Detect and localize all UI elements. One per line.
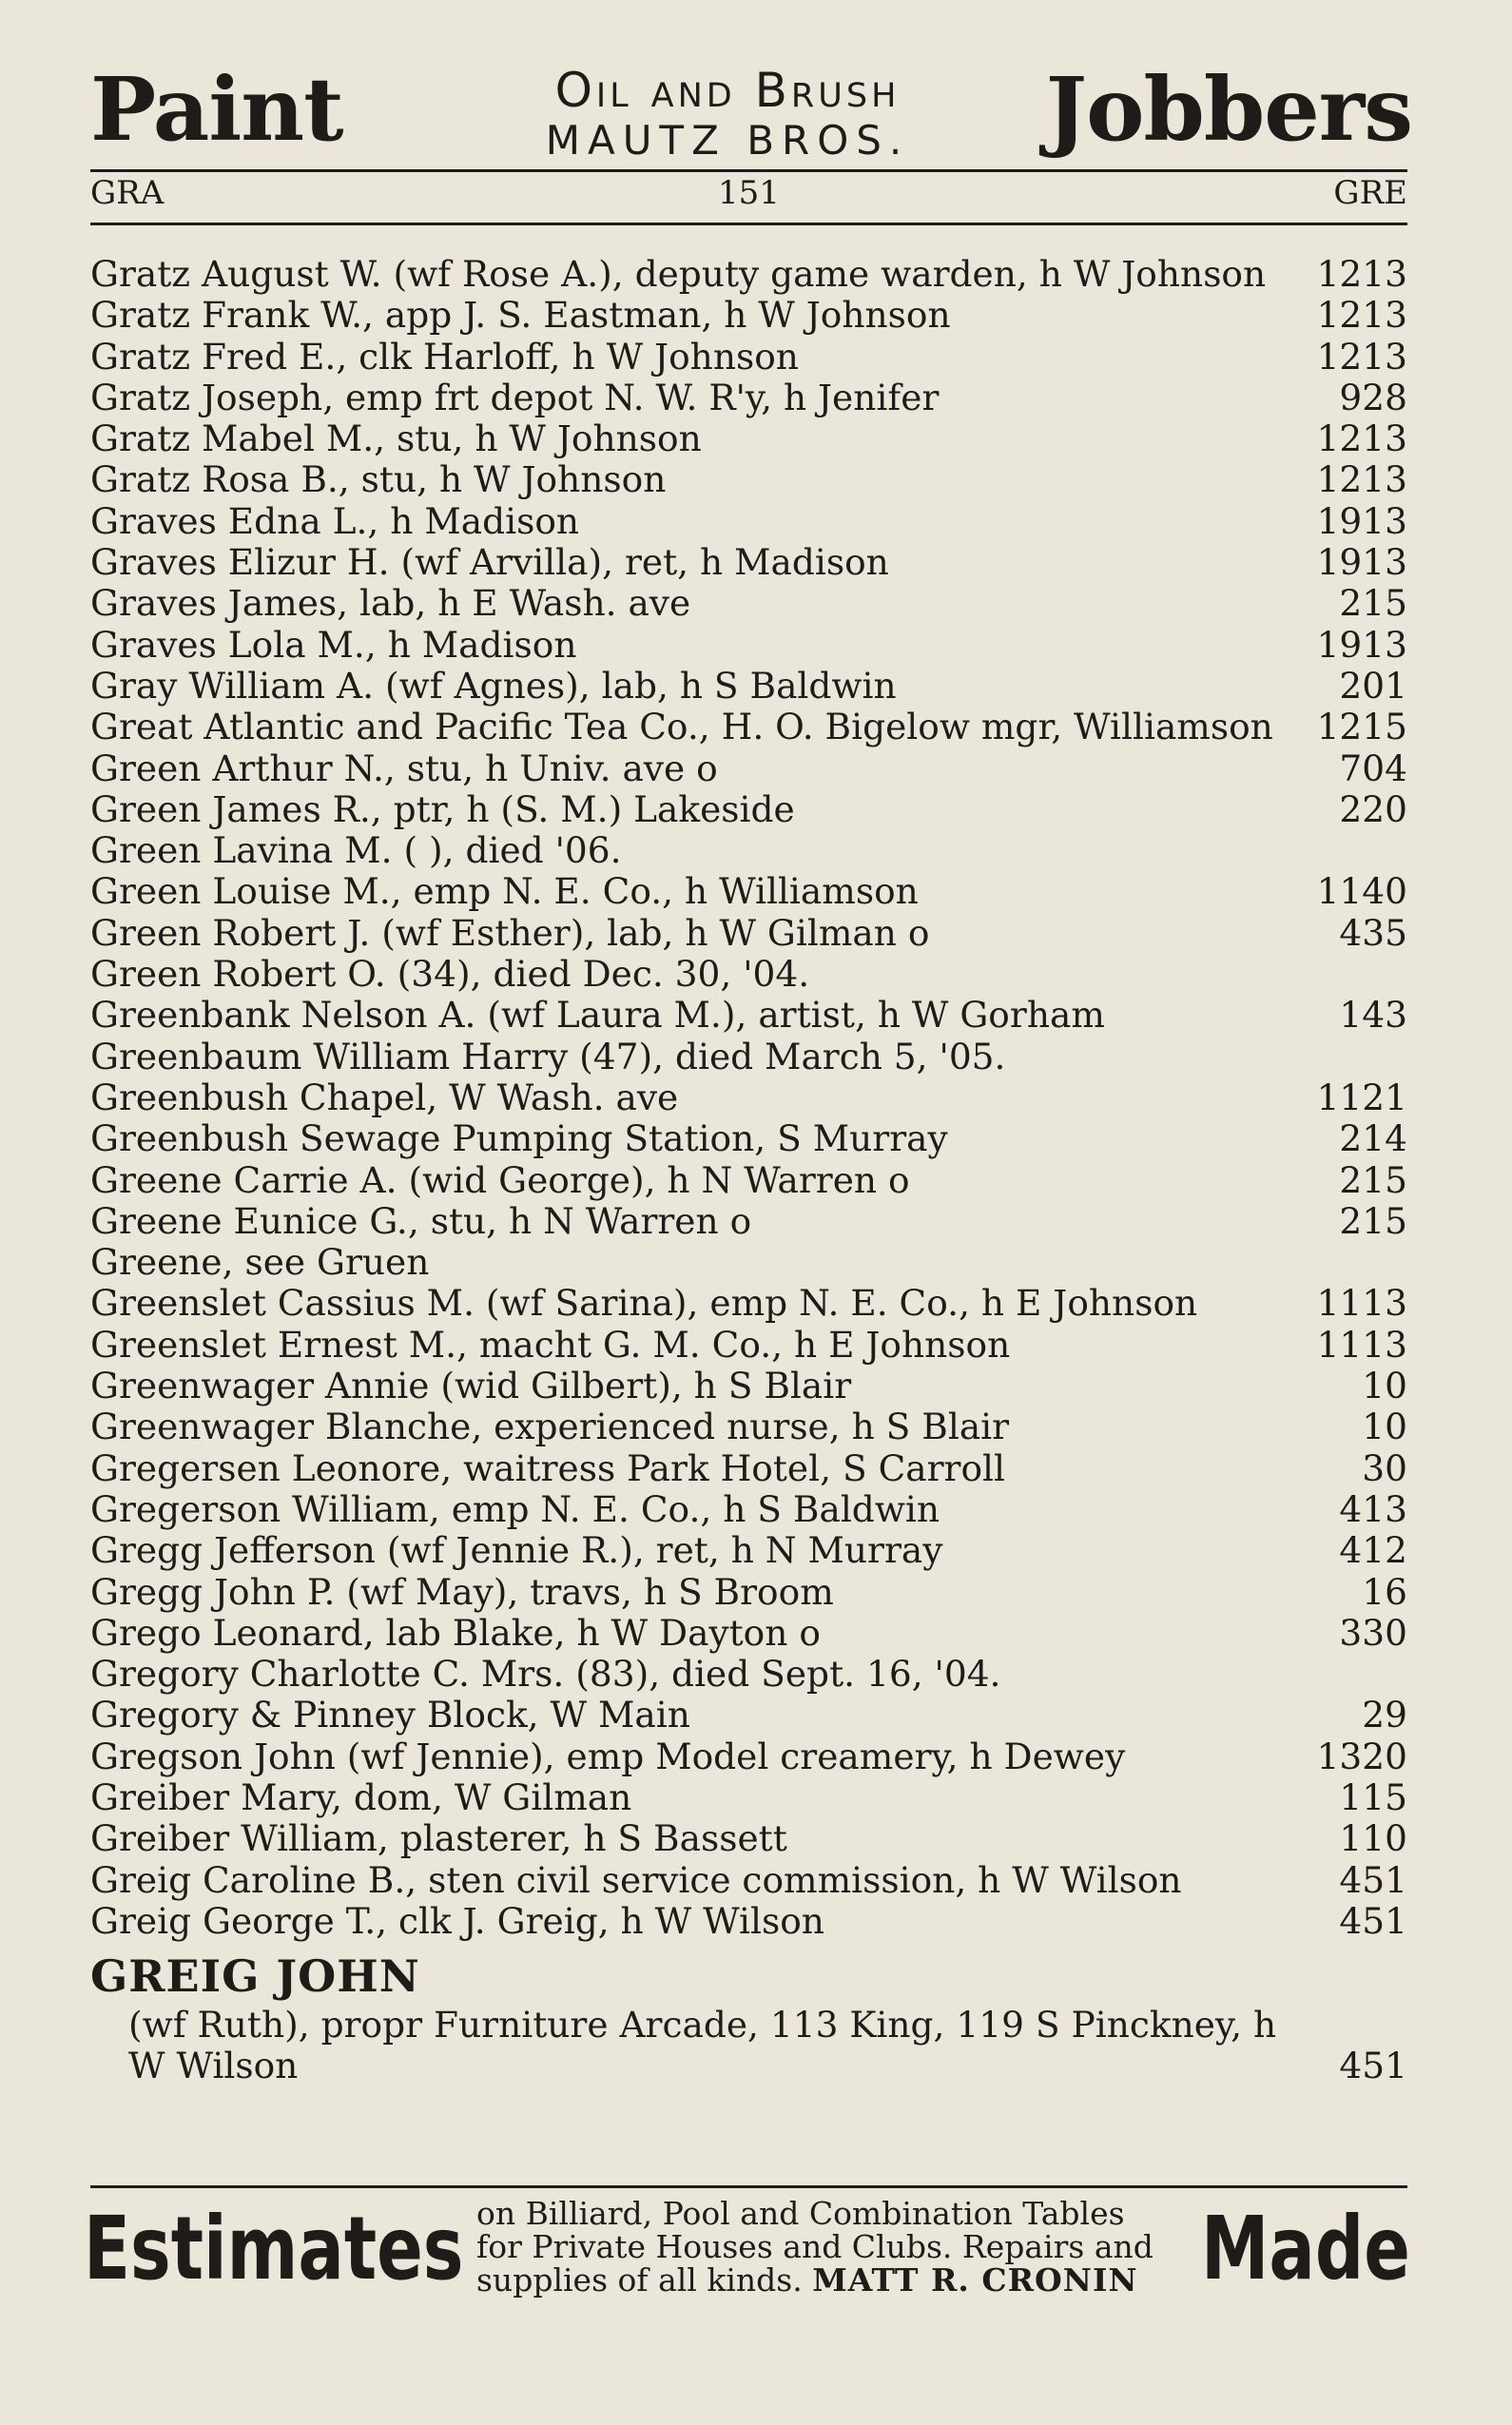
- entry-number: 451: [1339, 1858, 1407, 1901]
- running-header: [90, 174, 1407, 212]
- guide-word-left: GRA: [90, 174, 165, 212]
- list-item: [90, 1736, 1407, 1777]
- entry-number: 1121: [1316, 1076, 1407, 1118]
- list-item: [90, 1366, 1407, 1406]
- list-item: [90, 1777, 1407, 1818]
- list-item: [90, 1818, 1407, 1859]
- entry-text: Greiber Mary, dom, W Gilman: [90, 1775, 632, 1818]
- entry-number: 451: [1339, 1899, 1407, 1942]
- list-item: [90, 871, 1407, 912]
- entry-text: Grego Leonard, lab Blake, h W Dayton o: [90, 1611, 821, 1654]
- entry-text: Green Louise M., emp N. E. Co., h Williamson: [90, 870, 919, 913]
- list-item: [90, 418, 1407, 459]
- entry-text: Greene, see Gruen: [90, 1241, 430, 1284]
- entry-number: 1140: [1316, 870, 1407, 913]
- entry-number: 1113: [1316, 1323, 1407, 1366]
- entry-number: 220: [1339, 787, 1407, 830]
- entry-text: Gratz Mabel M., stu, h W Johnson: [90, 417, 702, 460]
- entry-text: Green Lavina M. ( ), died '06.: [90, 829, 622, 872]
- list-item: [90, 1489, 1407, 1530]
- entry-text: Greenslet Cassius M. (wf Sarina), emp N. E. Co., h E Johnson: [90, 1282, 1198, 1325]
- ad-oil-and-brush: Oil and Brush: [554, 63, 901, 118]
- list-item: [90, 1448, 1407, 1489]
- list-item: [90, 1654, 1407, 1695]
- entry-number: 215: [1339, 1158, 1407, 1201]
- list-item: [90, 1530, 1407, 1571]
- list-item: [90, 1406, 1407, 1447]
- ad-line-3-prefix: supplies of all kinds.: [476, 2261, 803, 2299]
- ad-line-1: on Billiard, Pool and Combination Tables: [476, 2195, 1125, 2232]
- list-item: [90, 1118, 1407, 1159]
- entry-number: 201: [1339, 664, 1407, 707]
- ad-word-made: Made: [1201, 2198, 1410, 2299]
- entry-text: Graves Lola M., h Madison: [90, 623, 577, 666]
- list-item: [90, 337, 1407, 378]
- list-item: [90, 789, 1407, 830]
- entry-text: Greenwager Annie (wid Gilbert), h S Blair: [90, 1365, 852, 1407]
- entry-text: Gregory & Pinney Block, W Main: [90, 1694, 690, 1736]
- entry-text: Greig Caroline B., sten civil service commission, h W Wilson: [90, 1858, 1182, 1901]
- entry-text: Gregg John P. (wf May), travs, h S Broom: [90, 1570, 834, 1613]
- list-item: [90, 748, 1407, 789]
- entry-text: Gratz Joseph, emp frt depot N. W. R'y, h Jenifer: [90, 376, 940, 418]
- entry-number: 10: [1362, 1365, 1407, 1407]
- entry-text: Greiber William, plasterer, h S Bassett: [90, 1817, 787, 1860]
- feature-entry-text: (wf Ruth), propr Furniture Arcade, 113 King, 119 S Pinckney, h W Wilson: [128, 2004, 1277, 2087]
- entry-text: Gregson John (wf Jennie), emp Model creamery, h Dewey: [90, 1735, 1126, 1777]
- entry-text: Greene Eunice G., stu, h N Warren o: [90, 1199, 752, 1242]
- list-item: [90, 625, 1407, 666]
- entry-number: 143: [1339, 994, 1407, 1037]
- entry-text: Green James R., ptr, h (S. M.) Lakeside: [90, 787, 795, 830]
- list-item: [90, 1860, 1407, 1901]
- list-item: [90, 378, 1407, 418]
- list-item: [90, 954, 1407, 995]
- entry-text: Gratz August W. (wf Rose A.), deputy game warden, h W Johnson: [90, 253, 1267, 295]
- entry-text: Green Robert J. (wf Esther), lab, h W Gilman o: [90, 911, 930, 954]
- list-item: [90, 1325, 1407, 1366]
- list-item: [90, 501, 1407, 542]
- list-item: [90, 1242, 1407, 1283]
- entry-number: 1113: [1316, 1282, 1407, 1325]
- entry-text: Gratz Frank W., app J. S. Eastman, h W Johnson: [90, 294, 951, 337]
- list-item: [90, 295, 1407, 336]
- entry-text: Gregerson William, emp N. E. Co., h S Baldwin: [90, 1487, 940, 1530]
- list-item: [90, 1901, 1407, 1942]
- entry-text: Greenbank Nelson A. (wf Laura M.), artist, h W Gorham: [90, 994, 1105, 1037]
- list-item: [90, 995, 1407, 1036]
- page-number: 151: [718, 174, 780, 212]
- entry-text: Great Atlantic and Pacific Tea Co., H. O. Bigelow mgr, Williamson: [90, 706, 1273, 748]
- entry-text: Greig George T., clk J. Greig, h W Wilson: [90, 1899, 824, 1942]
- list-item: [90, 583, 1407, 624]
- entry-text: Gratz Fred E., clk Harloff, h W Johnson: [90, 335, 799, 378]
- entry-number: 1913: [1316, 623, 1407, 666]
- feature-entry-name: GREIG JOHN: [90, 1950, 420, 2003]
- ad-line-2: for Private Houses and Clubs. Repairs and: [476, 2228, 1153, 2265]
- entry-number: 10: [1362, 1406, 1407, 1448]
- entry-text: Greene Carrie A. (wid George), h N Warren o: [90, 1158, 910, 1201]
- entry-text: Green Arthur N., stu, h Univ. ave o: [90, 747, 718, 789]
- list-item: [90, 1572, 1407, 1613]
- entry-text: Gregersen Leonore, waitress Park Hotel, S Carroll: [90, 1446, 1006, 1489]
- list-item: [90, 1613, 1407, 1654]
- entry-number: 704: [1339, 747, 1407, 789]
- list-item: [90, 666, 1407, 707]
- entry-number: 1213: [1316, 294, 1407, 337]
- ad-word-paint: Paint: [90, 58, 343, 161]
- entry-text: Greenslet Ernest M., macht G. M. Co., h E Johnson: [90, 1323, 1011, 1366]
- entry-number: 412: [1339, 1529, 1407, 1572]
- directory-listing: [90, 254, 1407, 2087]
- list-item: [90, 459, 1407, 500]
- entry-number: 1913: [1316, 499, 1407, 542]
- list-item: [90, 830, 1407, 871]
- entry-text: Gregory Charlotte C. Mrs. (83), died Sept. 16, '04.: [90, 1653, 1001, 1696]
- entry-number: 115: [1339, 1775, 1407, 1818]
- list-item: [90, 707, 1407, 747]
- entry-number: 1213: [1316, 458, 1407, 501]
- list-item: [90, 913, 1407, 954]
- entry-text: Greenbaum William Harry (47), died March 5, '05.: [90, 1035, 1006, 1077]
- ad-mautz-bros: MAUTZ BROS.: [545, 117, 910, 164]
- list-item: [90, 542, 1407, 583]
- entry-number: 30: [1362, 1446, 1407, 1489]
- entry-text: Graves Elizur H. (wf Arvilla), ret, h Madison: [90, 541, 889, 584]
- entry-number: 1213: [1316, 253, 1407, 295]
- entry-number: 1320: [1316, 1735, 1407, 1777]
- header-rule-top: [90, 169, 1407, 172]
- ad-advertiser-name: MATT R. CRONIN: [812, 2261, 1138, 2299]
- feature-entry-number: 451: [1339, 2045, 1407, 2087]
- entry-number: 330: [1339, 1611, 1407, 1654]
- footer-rule: [90, 2185, 1407, 2188]
- ad-line-3: [476, 2263, 1266, 2297]
- list-item: [90, 254, 1407, 295]
- entry-text: Gregg Jefferson (wf Jennie R.), ret, h N Murray: [90, 1529, 943, 1572]
- entry-text: Graves Edna L., h Madison: [90, 499, 580, 542]
- entry-number: 1215: [1316, 706, 1407, 748]
- entry-text: Gray William A. (wf Agnes), lab, h S Baldwin: [90, 664, 897, 707]
- list-item: [90, 1283, 1407, 1324]
- bottom-advertisement: [84, 2197, 1410, 2301]
- top-advertisement: [90, 52, 1412, 176]
- entry-text: Greenbush Chapel, W Wash. ave: [90, 1076, 679, 1118]
- entry-text: Green Robert O. (34), died Dec. 30, '04.: [90, 953, 810, 996]
- entry-number: 1213: [1316, 417, 1407, 460]
- entry-number: 1913: [1316, 541, 1407, 584]
- list-item: [90, 1201, 1407, 1242]
- entry-number: 1213: [1316, 335, 1407, 378]
- list-item: [90, 1160, 1407, 1201]
- header-rule-bottom: [90, 223, 1407, 225]
- entry-number: 928: [1339, 376, 1407, 418]
- feature-entry-body: [90, 2005, 1407, 2087]
- entry-number: 215: [1339, 1199, 1407, 1242]
- entry-text: Graves James, lab, h E Wash. ave: [90, 582, 691, 625]
- entry-number: 214: [1339, 1117, 1407, 1160]
- list-item: [90, 1695, 1407, 1736]
- entry-text: Greenwager Blanche, experienced nurse, h S Blair: [90, 1406, 1010, 1448]
- entry-number: 435: [1339, 911, 1407, 954]
- ad-word-estimates: Estimates: [84, 2198, 464, 2299]
- list-item: [90, 1077, 1407, 1118]
- ad-cronin-text: [476, 2197, 1266, 2297]
- entry-number: 413: [1339, 1487, 1407, 1530]
- entry-number: 29: [1362, 1694, 1407, 1736]
- entry-number: 16: [1362, 1570, 1407, 1613]
- entry-text: Gratz Rosa B., stu, h W Johnson: [90, 458, 667, 501]
- entry-number: 110: [1339, 1817, 1407, 1860]
- ad-word-jobbers: Jobbers: [1045, 58, 1412, 161]
- entry-number: 215: [1339, 582, 1407, 625]
- entry-text: Greenbush Sewage Pumping Station, S Murray: [90, 1117, 948, 1160]
- list-item: [90, 1037, 1407, 1077]
- guide-word-right: GRE: [1333, 174, 1407, 212]
